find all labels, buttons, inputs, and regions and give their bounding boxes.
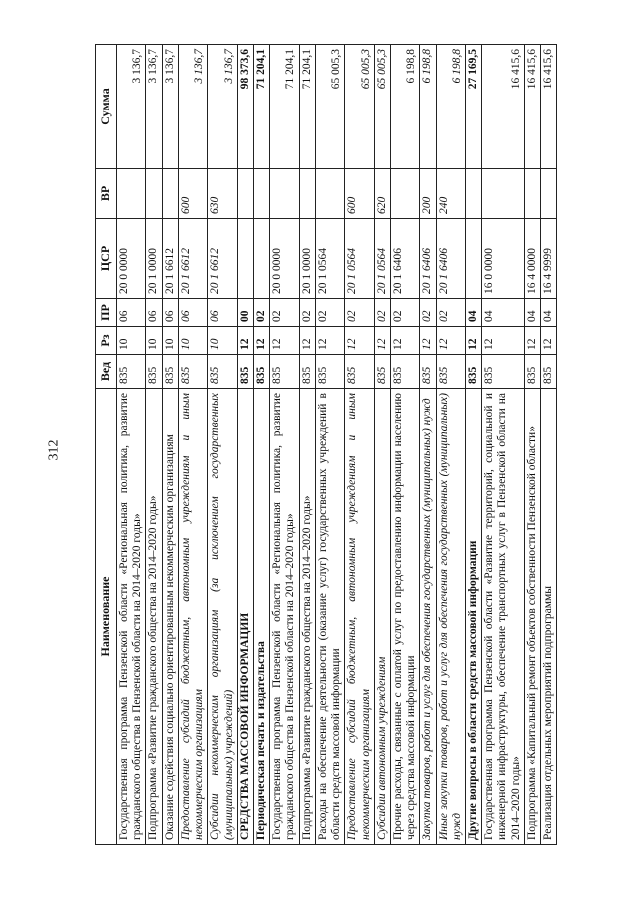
cell-vr [315, 169, 344, 219]
cell-vr: 200 [420, 169, 436, 219]
cell-rz: 12 [299, 327, 315, 355]
cell-name: Предоставление субсидий бюджетным, автономным учреждениям и иным некоммерческим организациям [178, 389, 207, 845]
cell-pr: 06 [208, 299, 237, 327]
cell-pr: 06 [178, 299, 207, 327]
cell-pr: 04 [524, 299, 540, 327]
cell-rz: 12 [482, 327, 525, 355]
cell-vr [524, 169, 540, 219]
cell-ved: 835 [436, 355, 465, 389]
cell-sum: 71 204,1 [253, 45, 269, 169]
cell-pr: 02 [270, 299, 299, 327]
cell-sum: 16 415,6 [541, 45, 557, 169]
cell-rz: 12 [436, 327, 465, 355]
cell-name: Периодическая печать и издательства [253, 389, 269, 845]
cell-pr: 02 [390, 299, 419, 327]
cell-sum: 3 136,7 [208, 45, 237, 169]
table-row [299, 45, 315, 845]
cell-vr: 620 [374, 169, 390, 219]
cell-pr: 02 [436, 299, 465, 327]
cell-sum: 65 005,3 [374, 45, 390, 169]
table-row [541, 45, 557, 845]
cell-rz: 12 [270, 327, 299, 355]
table-row [374, 45, 390, 845]
cell-rz: 12 [390, 327, 419, 355]
cell-csr: 20 1 6612 [208, 219, 237, 299]
cell-name: Расходы на обеспечение деятельности (оказание услуг) государственных учреждений в области средств массовой информации [315, 389, 344, 845]
cell-sum: 16 415,6 [524, 45, 540, 169]
cell-sum: 3 136,7 [162, 45, 178, 169]
cell-rz: 12 [374, 327, 390, 355]
cell-name: Оказание содействия социально ориентированным некоммерческим организациям [162, 389, 178, 845]
cell-csr: 20 0 0000 [117, 219, 146, 299]
table-row [482, 45, 525, 845]
rotated-table-container [95, 45, 635, 845]
cell-name: Предоставление субсидий бюджетным, автономным учреждениям и иным некоммерческим организациям [345, 389, 374, 845]
cell-vr: 600 [178, 169, 207, 219]
cell-rz: 12 [315, 327, 344, 355]
cell-sum: 16 415,6 [482, 45, 525, 169]
cell-vr [466, 169, 482, 219]
cell-name: Субсидии некоммерческим организациям (за исключением государственных (муниципальных) учреждений) [208, 389, 237, 845]
cell-csr: 20 1 6406 [390, 219, 419, 299]
cell-ved: 835 [237, 355, 253, 389]
cell-csr: 20 1 6612 [178, 219, 207, 299]
cell-csr: 20 1 0564 [315, 219, 344, 299]
cell-csr: 20 0 0000 [270, 219, 299, 299]
cell-csr: 20 1 6612 [162, 219, 178, 299]
cell-rz: 10 [117, 327, 146, 355]
cell-csr: 20 1 6406 [436, 219, 465, 299]
cell-vr [299, 169, 315, 219]
table-row [436, 45, 465, 845]
header-csr: ЦСР [96, 219, 117, 299]
cell-sum: 6 198,8 [420, 45, 436, 169]
cell-sum: 27 169,5 [466, 45, 482, 169]
cell-pr: 02 [315, 299, 344, 327]
cell-ved: 835 [466, 355, 482, 389]
table-row [162, 45, 178, 845]
cell-pr: 02 [253, 299, 269, 327]
cell-csr [466, 219, 482, 299]
cell-vr: 600 [345, 169, 374, 219]
cell-pr: 04 [482, 299, 525, 327]
table-row [146, 45, 162, 845]
table-row [237, 45, 253, 845]
cell-pr: 06 [117, 299, 146, 327]
cell-vr [253, 169, 269, 219]
cell-sum: 3 136,7 [117, 45, 146, 169]
cell-pr: 06 [162, 299, 178, 327]
cell-ved: 835 [208, 355, 237, 389]
table-row [315, 45, 344, 845]
cell-rz: 10 [208, 327, 237, 355]
cell-pr: 00 [237, 299, 253, 327]
cell-ved: 835 [178, 355, 207, 389]
cell-name: Другие вопросы в области средств массовой информации [466, 389, 482, 845]
cell-pr: 02 [345, 299, 374, 327]
cell-rz: 12 [466, 327, 482, 355]
cell-sum: 65 005,3 [315, 45, 344, 169]
table-row [178, 45, 207, 845]
cell-rz: 12 [237, 327, 253, 355]
cell-name: Иные закупки товаров, работ и услуг для обеспечения государственных (муниципальных) нужд [436, 389, 465, 845]
cell-csr [237, 219, 253, 299]
cell-vr [237, 169, 253, 219]
header-vr: ВР [96, 169, 117, 219]
header-ved: Вед [96, 355, 117, 389]
cell-name: СРЕДСТВА МАССОВОЙ ИНФОРМАЦИИ [237, 389, 253, 845]
table-row [270, 45, 299, 845]
header-name: Наименование [96, 389, 117, 845]
cell-csr: 16 0 0000 [482, 219, 525, 299]
cell-name: Прочие расходы, связанные с оплатой услуг по предоставлению информации населению через средства массовой информации [390, 389, 419, 845]
cell-rz: 10 [162, 327, 178, 355]
cell-rz: 10 [146, 327, 162, 355]
cell-csr: 20 1 0564 [345, 219, 374, 299]
cell-csr: 20 1 0000 [146, 219, 162, 299]
cell-csr [253, 219, 269, 299]
cell-name: Подпрограмма «Развитие гражданского общества на 2014–2020 годы» [146, 389, 162, 845]
cell-rz: 12 [524, 327, 540, 355]
header-sum: Сумма [96, 45, 117, 169]
cell-sum: 6 198,8 [390, 45, 419, 169]
cell-ved: 835 [482, 355, 525, 389]
cell-ved: 835 [270, 355, 299, 389]
table-row [345, 45, 374, 845]
table-row [208, 45, 237, 845]
cell-ved: 835 [390, 355, 419, 389]
cell-pr: 06 [146, 299, 162, 327]
cell-pr: 02 [420, 299, 436, 327]
cell-rz: 12 [541, 327, 557, 355]
cell-pr: 02 [299, 299, 315, 327]
cell-pr: 04 [466, 299, 482, 327]
cell-csr: 20 1 0000 [299, 219, 315, 299]
cell-ved: 835 [315, 355, 344, 389]
cell-vr [146, 169, 162, 219]
budget-table [95, 44, 557, 845]
table-row [253, 45, 269, 845]
cell-rz: 12 [420, 327, 436, 355]
cell-vr [390, 169, 419, 219]
header-rz: Рз [96, 327, 117, 355]
cell-ved: 835 [299, 355, 315, 389]
cell-ved: 835 [420, 355, 436, 389]
cell-name: Государственная программа Пензенской области «Региональная политика, развитие гражданского общества в Пензенской области на 2014–2020 годы» [270, 389, 299, 845]
table-body [117, 45, 557, 845]
cell-name: Государственная программа Пензенской области «Развитие территорий, социальной и инженерной инфраструктуры, обеспечение транспортных услуг в Пензенской области на 2014–2020 годы» [482, 389, 525, 845]
cell-name: Государственная программа Пензенской области «Региональная политика, развитие гражданского общества в Пензенской области на 2014–2020 годы» [117, 389, 146, 845]
cell-name: Закупка товаров, работ и услуг для обеспечения государственных (муниципальных) нужд [420, 389, 436, 845]
cell-ved: 835 [524, 355, 540, 389]
cell-csr: 16 4 0000 [524, 219, 540, 299]
table-row [420, 45, 436, 845]
cell-vr [162, 169, 178, 219]
cell-rz: 12 [345, 327, 374, 355]
cell-sum: 71 204,1 [299, 45, 315, 169]
table-row [466, 45, 482, 845]
cell-sum: 6 198,8 [436, 45, 465, 169]
cell-name: Подпрограмма «Развитие гражданского общества на 2014–2020 годы» [299, 389, 315, 845]
cell-sum: 65 005,3 [345, 45, 374, 169]
cell-sum: 3 136,7 [178, 45, 207, 169]
cell-rz: 10 [178, 327, 207, 355]
cell-csr: 20 1 6406 [420, 219, 436, 299]
cell-csr: 20 1 0564 [374, 219, 390, 299]
cell-csr: 16 4 9999 [541, 219, 557, 299]
table-header-row [96, 45, 117, 845]
header-pr: ПР [96, 299, 117, 327]
cell-ved: 835 [162, 355, 178, 389]
cell-sum: 3 136,7 [146, 45, 162, 169]
cell-rz: 12 [253, 327, 269, 355]
cell-name: Субсидии автономным учреждениям [374, 389, 390, 845]
cell-sum: 98 373,6 [237, 45, 253, 169]
table-row [524, 45, 540, 845]
table-row [390, 45, 419, 845]
cell-ved: 835 [541, 355, 557, 389]
cell-vr [541, 169, 557, 219]
cell-ved: 835 [117, 355, 146, 389]
cell-vr [117, 169, 146, 219]
cell-pr: 04 [541, 299, 557, 327]
page-number: 312 [46, 439, 62, 461]
cell-vr: 630 [208, 169, 237, 219]
cell-ved: 835 [253, 355, 269, 389]
cell-pr: 02 [374, 299, 390, 327]
cell-vr: 240 [436, 169, 465, 219]
cell-sum: 71 204,1 [270, 45, 299, 169]
cell-name: Реализация отдельных мероприятий подпрограммы [541, 389, 557, 845]
cell-vr [482, 169, 525, 219]
cell-name: Подпрограмма «Капитальный ремонт объектов собственности Пензенской области» [524, 389, 540, 845]
cell-vr [270, 169, 299, 219]
cell-ved: 835 [345, 355, 374, 389]
cell-ved: 835 [374, 355, 390, 389]
table-row [117, 45, 146, 845]
cell-ved: 835 [146, 355, 162, 389]
